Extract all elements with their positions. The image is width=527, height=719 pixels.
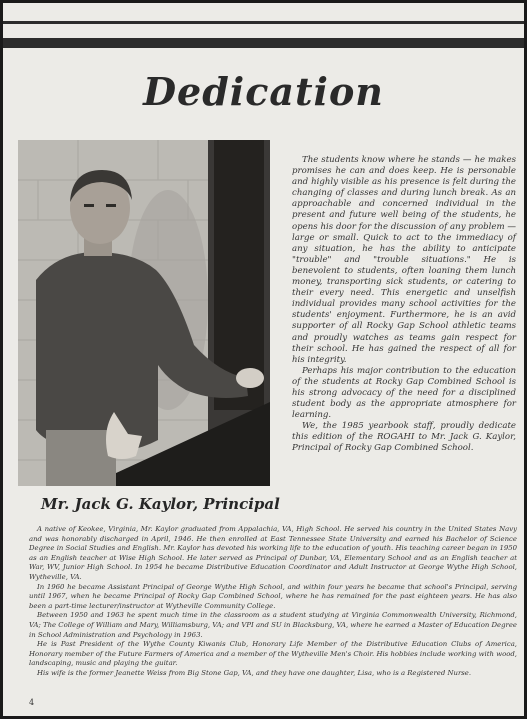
dedication-paragraph: Perhaps his major contribution to the education of the students at Rocky Gap Combined School is his strong advocacy of the need for a disciplined student body as the appropriate atmosphere for learning.: [292, 365, 516, 421]
biography-paragraph: He is Past President of the Wythe County Kiwanis Club, Honorary Life Member of the Distributive Education Clubs of America, Honorary member of the Future Farmers of America and a member of the Wytheville Men's Choir. His hobbies include working with wood, landscaping, music and playing the guitar.: [29, 640, 517, 668]
page-number: 4: [29, 698, 35, 707]
top-rule: [3, 21, 524, 24]
photo-caption: Mr. Jack G. Kaylor, Principal: [41, 495, 280, 513]
principal-photo: [18, 140, 270, 486]
dedication-paragraph: We, the 1985 yearbook staff, proudly dedicate this edition of the ROGAHI to Mr. Jack G. Kaylor, Principal of Rocky Gap Combined School.: [292, 421, 516, 454]
biography-section: [29, 525, 517, 679]
dedication-paragraph: The students know where he stands — he makes promises he can and does keep. He is personable and highly visible as his presence is felt during the changing of classes and during lunch break. As an approachable and concerned individual in the present and future well being of the students, he opens his door for the discussion of any problem — large or small. Quick to act to the immediacy of any situation, he has the ability to anticipate "trouble" and "trouble situations." He is benevolent to students, often loaning them lunch money, transporting sick students, or catering to their every need. This energetic and unselfish individual provides many school activities for the students' enjoyment. Furthermore, he is an avid supporter of all Rocky Gap School athletic teams and proudly watches as teams gain respect for their school. He has gained the respect of all for his integrity.: [292, 155, 516, 365]
principal-photo-art: [18, 140, 270, 486]
biography-paragraph: In 1960 he became Assistant Principal of George Wythe High School, and within four years he became that school's Principal, serving until 1967, when he became Principal of Rocky Gap Combined School, where he has remained for the past eighteen years. He has also been a part-time lecturer/instructor at Wytheville Community College.: [29, 582, 517, 610]
yearbook-page: [3, 3, 524, 716]
biography-paragraph: A native of Keokee, Virginia, Mr. Kaylor graduated from Appalachia, VA, High School. He served his country in the United States Navy and was honorably discharged in April, 1946. He then enrolled at East Tennessee State University and earned his Bachelor of Science Degree in Social Studies and English. Mr. Kaylor has devoted his working life to the education of youth. His teaching career began in 1950 as an English teacher at Wise High School. He later served as Principal of Dunbar, VA, Elementary School and as an English teacher at War, WV, Junior High School. In 1954 he became Distributive Education Coordinator and Adult Instructor at George Wythe High School, Wytheville, VA.: [29, 525, 517, 581]
biography-paragraph: Between 1950 and 1963 he spent much time in the classroom as a student studying at Virginia Commonwealth University, Richmond, VA; The College of William and Mary, Williamsburg, VA; and VPI and SU in Blacksburg, VA, where he earned a Master of Education Degree in School Administration and Psychology in 1963.: [29, 611, 517, 639]
top-band: [3, 38, 524, 48]
dedication-column: [292, 155, 516, 455]
biography-paragraph: His wife is the former Jeanette Weiss from Big Stone Gap, VA, and they have one daughter, Lisa, who is a Registered Nurse.: [37, 668, 472, 677]
page-title: Dedication: [143, 69, 384, 114]
